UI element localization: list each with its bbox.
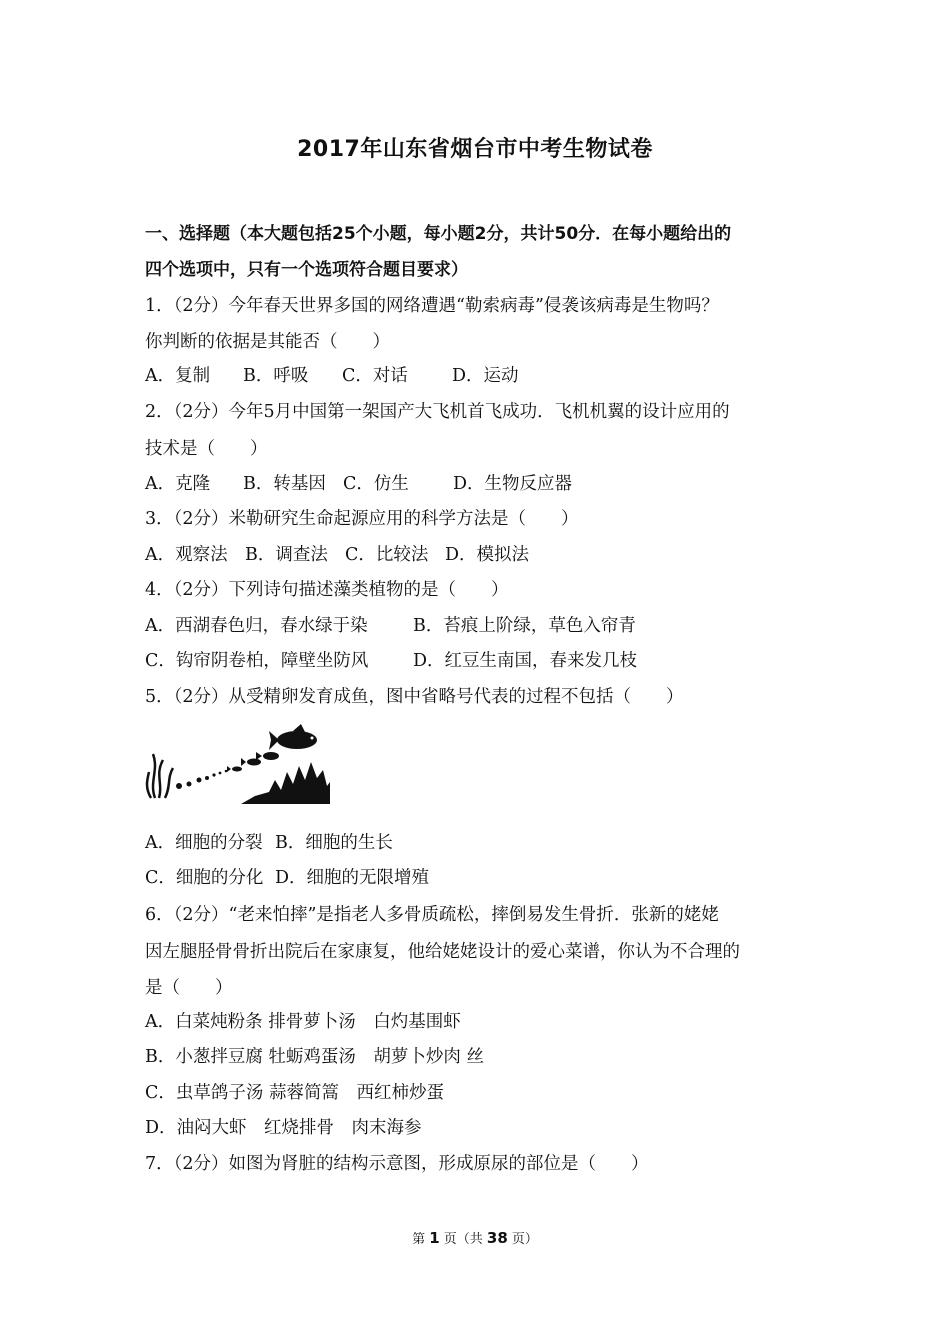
question-1-options — [145, 364, 815, 388]
question-1-option-d: D．运动 — [452, 366, 519, 386]
question-3-option-c: C．比较法 — [345, 545, 429, 565]
question-1-option-c: C．对话 — [342, 366, 408, 386]
aquatic-plants-icon — [241, 762, 330, 804]
adult-fish-icon — [269, 724, 317, 750]
question-5-option-a: A．细胞的分裂 — [145, 833, 263, 853]
question-6-option-b: B．小葱拌豆腐 牡蛎鸡蛋汤 胡萝卜炒肉 丝 — [145, 1047, 484, 1067]
question-3-option-d: D．模拟法 — [445, 545, 530, 565]
question-4-options-row-2 — [145, 649, 815, 673]
question-3-option-a: A．观察法 — [145, 545, 228, 565]
footer-total-pages: 38 — [486, 1229, 508, 1247]
question-1-stem-line-1: 1．（2分）今年春天世界多国的网络遭遇“勒索病毒”侵袭该病毒是生物吗？ — [145, 296, 719, 316]
question-2-stem-line-1: 2．（2分）今年5月中国第一架国产大飞机首飞成功．飞机机翼的设计应用的 — [145, 402, 730, 422]
fry-fish-icon — [227, 752, 279, 772]
question-6-stem-line-2: 因左腿胫骨骨折出院后在家康复，他给姥姥设计的爱心菜谱，你认为不合理的 — [145, 942, 740, 962]
question-1-stem-line-2: 你判断的依据是其能否（ ） — [145, 332, 390, 352]
question-1-option-b: B．呼吸 — [243, 366, 309, 386]
page-title: 2017年山东省烟台市中考生物试卷 — [297, 137, 653, 162]
footer-middle: 页（共 — [439, 1232, 487, 1247]
question-2-option-d: D．生物反应器 — [453, 474, 573, 494]
question-3-stem: 3．（2分）米勒研究生命起源应用的科学方法是（ ） — [145, 509, 579, 529]
question-6-option-c: C．虫草鸽子汤 蒜蓉简篙 西红柿炒蛋 — [145, 1083, 444, 1103]
question-5-options-row-2 — [145, 866, 815, 890]
question-4-option-a: A．西湖春色归，春水绿于染 — [145, 616, 368, 636]
egg-sequence-icon — [176, 770, 227, 789]
question-4-stem: 4．（2分）下列诗句描述藻类植物的是（ ） — [145, 580, 509, 600]
question-6-stem-line-3: 是（ ） — [145, 978, 233, 998]
question-2-option-a: A．克隆 — [145, 474, 211, 494]
question-2-options — [145, 472, 815, 496]
question-2-option-b: B．转基因 — [243, 474, 326, 494]
footer-suffix: 页） — [507, 1232, 538, 1247]
section-heading-line-2: 四个选项中，只有一个选项符合题目要求） — [145, 260, 468, 280]
question-4-option-d: D．红豆生南国，春来发几枝 — [413, 651, 638, 671]
question-1-option-a: A．复制 — [145, 366, 211, 386]
question-2-option-c: C．仿生 — [343, 474, 409, 494]
question-4-option-b: B．苔痕上阶绿，草色入帘青 — [413, 616, 636, 636]
footer-prefix: 第 — [412, 1232, 430, 1247]
question-5-option-d: D．细胞的无限增殖 — [275, 868, 430, 888]
section-heading-line-1: 一、选择题（本大题包括25个小题，每小题2分，共计50分．在每小题给出的 — [145, 224, 732, 244]
question-4-options-row-1 — [145, 614, 815, 638]
question-6-option-d: D．油闷大虾 红烧排骨 肉末海参 — [145, 1118, 422, 1138]
question-5-option-c: C．细胞的分化 — [145, 868, 264, 888]
question-2-stem-line-2: 技术是（ ） — [145, 439, 268, 459]
question-7-stem: 7．（2分）如图为肾脏的结构示意图，形成原尿的部位是（ ） — [145, 1154, 649, 1174]
question-3-option-b: B．调查法 — [245, 545, 328, 565]
footer-page-number: 1 — [429, 1229, 440, 1247]
question-6-option-a: A．白菜炖粉条 排骨萝卜汤 白灼基围虾 — [145, 1012, 461, 1032]
question-6-stem-line-1: 6．（2分）“老来怕摔”是指老人多骨质疏松，摔倒易发生骨折．张新的姥姥 — [145, 905, 719, 925]
question-4-option-c: C．钩帘阴卷柏，障壁坐防风 — [145, 651, 369, 671]
question-5-option-b: B．细胞的生长 — [275, 833, 393, 853]
fish-development-figure — [145, 722, 330, 804]
question-5-options-row-1 — [145, 831, 815, 855]
question-5-stem: 5．（2分）从受精卵发育成鱼，图中省略号代表的过程不包括（ ） — [145, 687, 684, 707]
question-3-options — [145, 543, 815, 567]
seaweed-icon — [147, 754, 173, 798]
page-footer — [0, 1228, 950, 1247]
